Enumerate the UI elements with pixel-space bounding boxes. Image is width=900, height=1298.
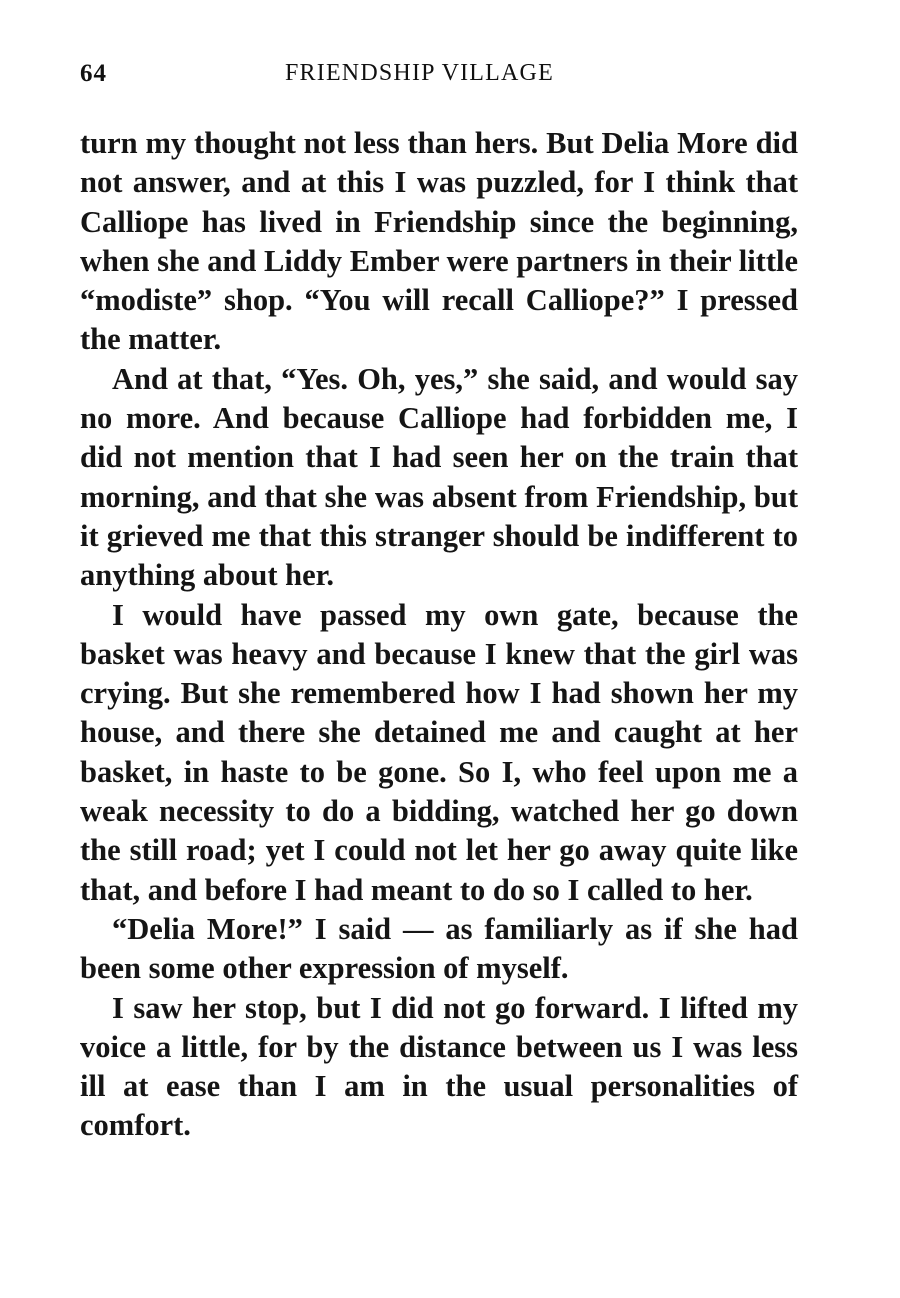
paragraph-continued: turn my thought not less than hers. But Delia More did not answer, and at this I was puzzled, for I think that Calliope has lived in Friendship since the beginning, when she and Liddy Ember were partners in their little “modiste” shop. “You will recall Calliope?” I pressed the matter. — [80, 126, 798, 357]
running-head — [80, 60, 798, 96]
paragraph: And at that, “Yes. Oh, yes,” she said, and would say no more. And because Calliope had forbidden me, I did not mention that I had seen her on the train that morning, and that she was absent from Friendship, but it grieved me that this stranger should be indifferent to anything about her. — [80, 361, 798, 593]
running-title: FRIENDSHIP VILLAGE — [285, 60, 554, 86]
paragraph: “Delia More!” I said — as familiarly as if she had been some other expression of myself. — [80, 911, 798, 986]
book-page — [80, 60, 798, 1146]
page-number: 64 — [80, 60, 107, 87]
paragraph: I would have passed my own gate, because the basket was heavy and because I knew that the girl was crying. But she remembered how I had shown her my house, and there she detained me and caught at her basket, in haste to be gone. So I, who feel upon me a weak necessity to do a bidding, watched her go down the still road; yet I could not let her go away quite like that, and before I had meant to do so I called to her. — [80, 597, 798, 907]
body-text — [80, 124, 798, 1146]
paragraph: I saw her stop, but I did not go forward. I lifted my voice a little, for by the distance between us I was less ill at ease than I am in the usual personalities of comfort. — [80, 990, 798, 1143]
